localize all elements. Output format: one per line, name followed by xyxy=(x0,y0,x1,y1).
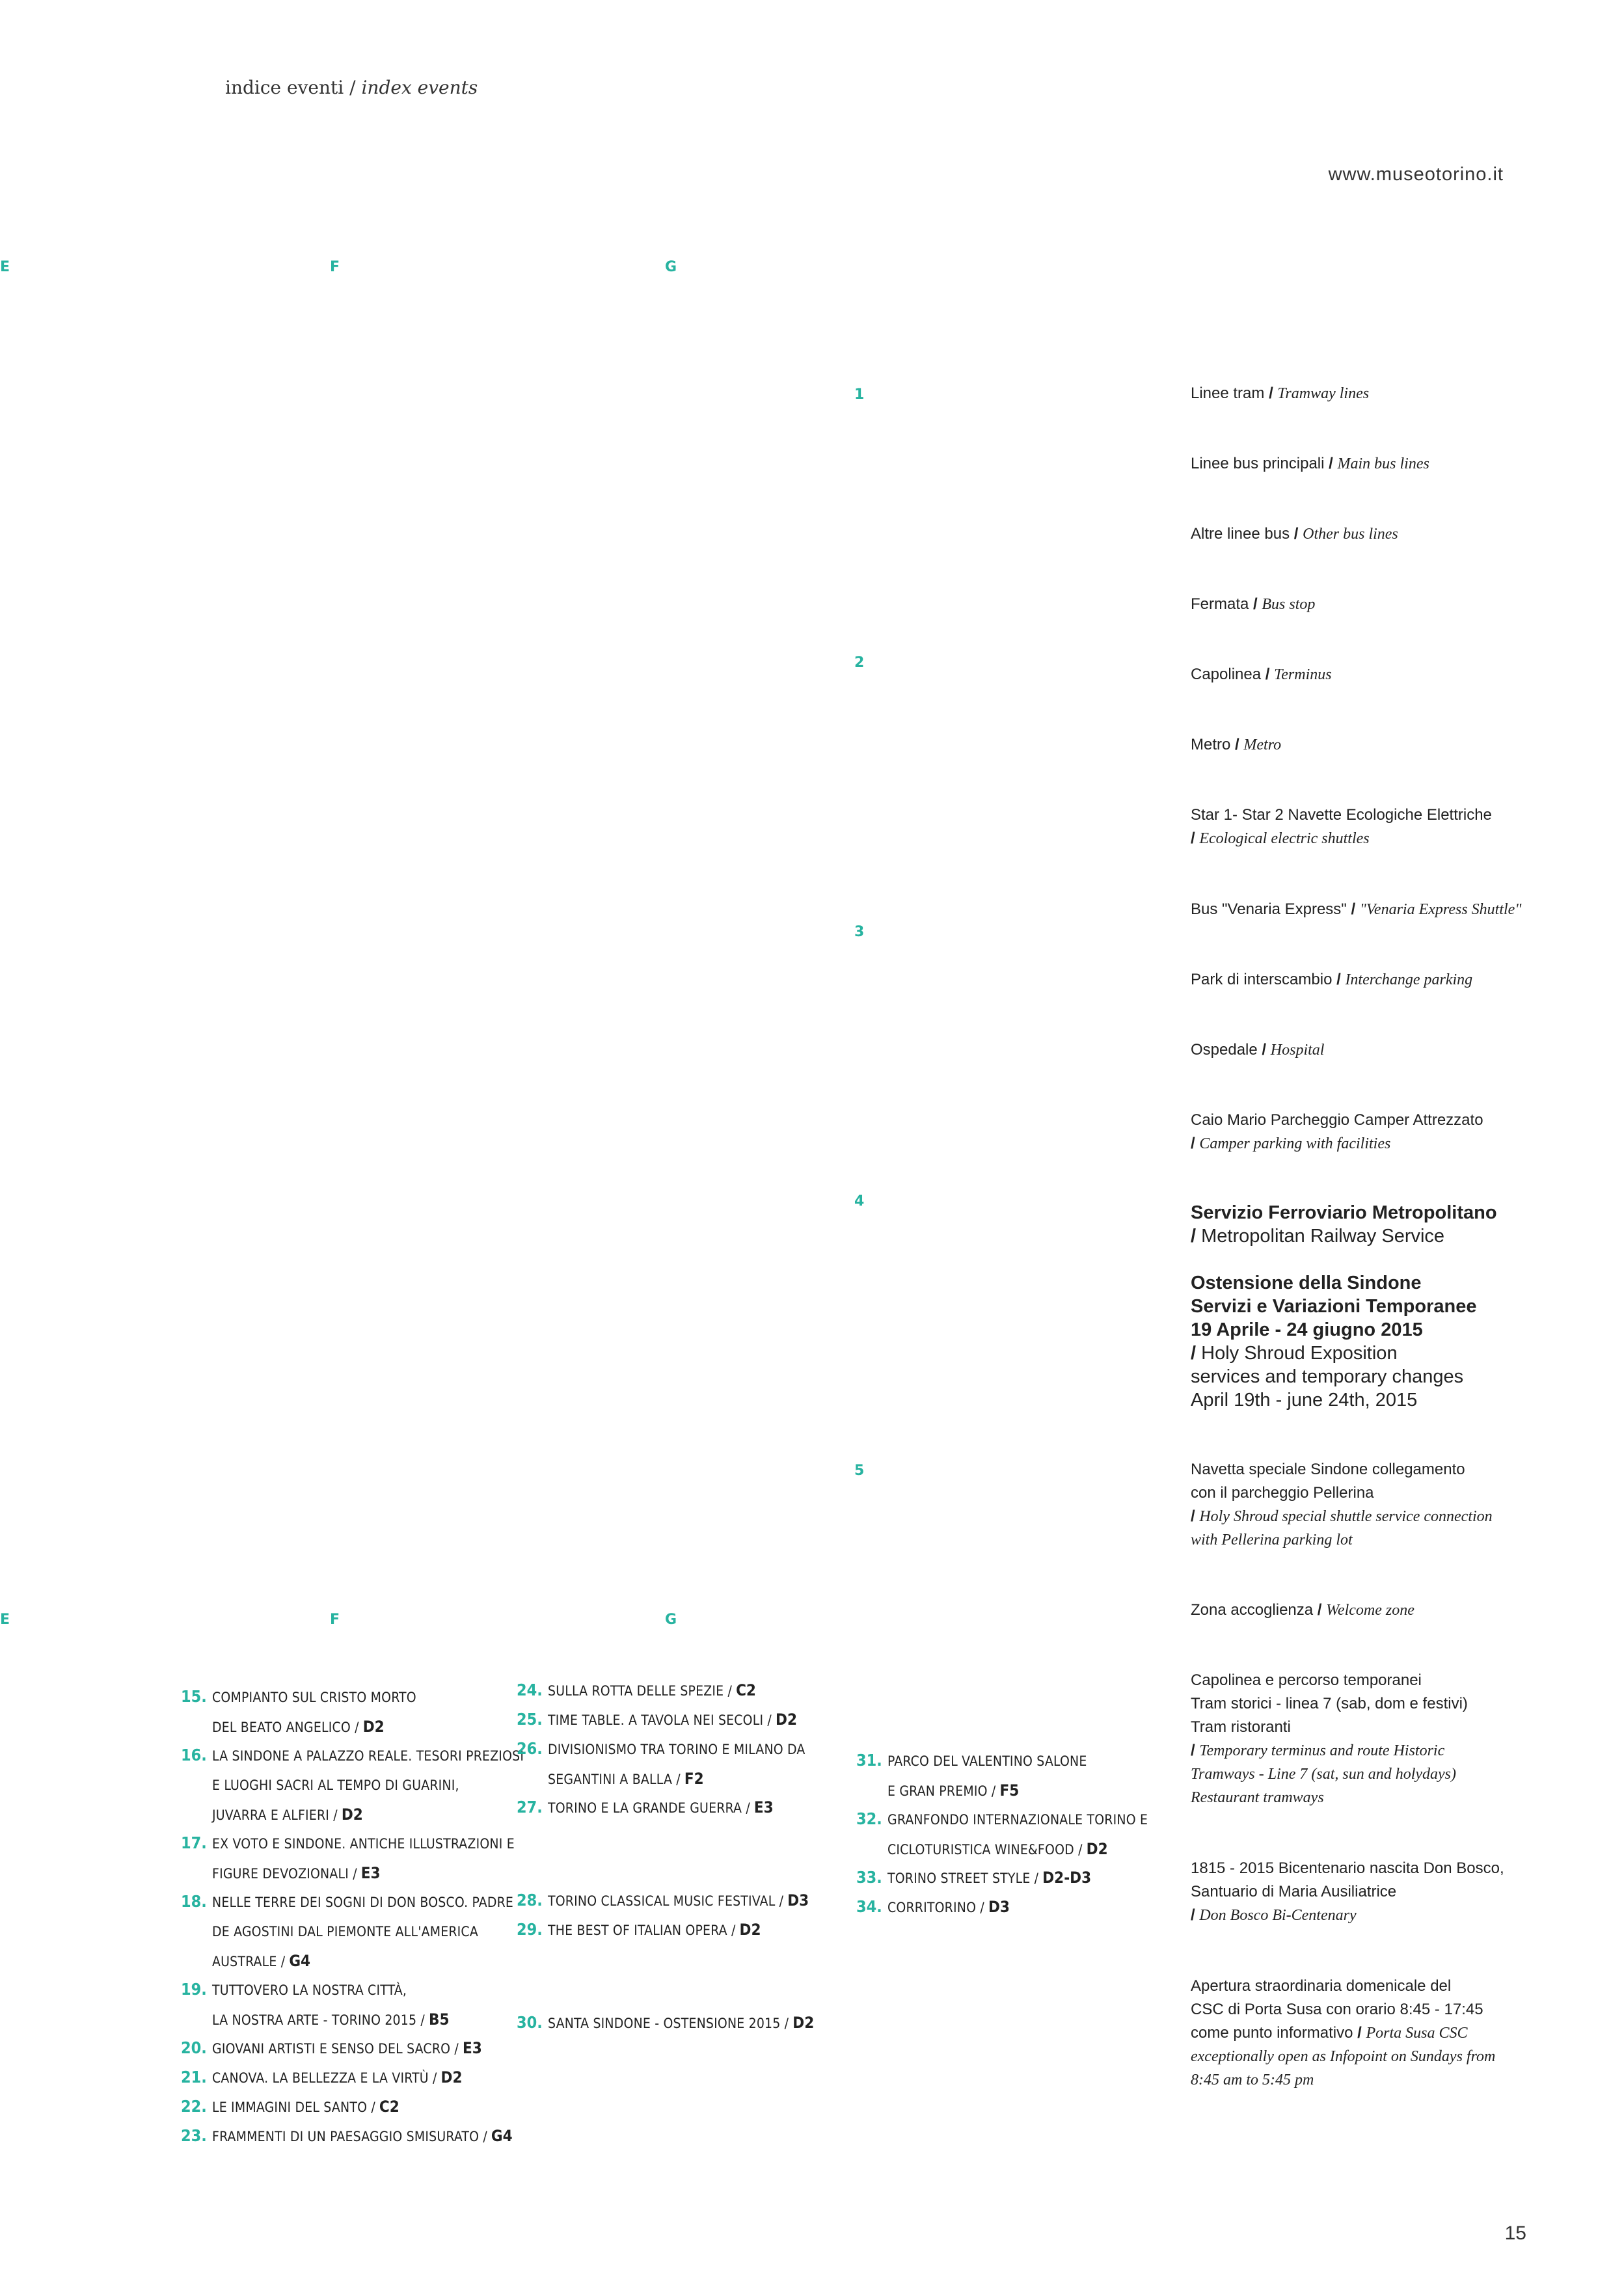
grid-row-4: 4 xyxy=(854,1193,865,1209)
legend-venaria-express: Bus "Venaria Express" / "Venaria Express Shuttle" xyxy=(1191,900,1522,918)
grid-col-g-top: G xyxy=(665,259,677,275)
event-31[interactable]: 31. PARCO DEL VALENTINO SALONE E GRAN PREMIO / F5 xyxy=(856,1751,1087,1800)
event-15[interactable]: 15. COMPIANTO SUL CRISTO MORTO DEL BEATO ANGELICO / D2 xyxy=(181,1687,416,1736)
event-29[interactable]: 29. THE BEST OF ITALIAN OPERA / D2 xyxy=(517,1920,761,1939)
website-link[interactable]: www.museotorino.it xyxy=(1328,164,1504,185)
header-separator: / xyxy=(349,77,356,98)
legend-metro: Metro / Metro xyxy=(1191,736,1282,753)
event-26[interactable]: 26. DIVISIONISMO TRA TORINO E MILANO DA SEGANTINI A BALLA / F2 xyxy=(517,1739,805,1788)
event-27[interactable]: 27. TORINO E LA GRANDE GUERRA / E3 xyxy=(517,1798,774,1817)
event-25[interactable]: 25. TIME TABLE. A TAVOLA NEI SECOLI / D2 xyxy=(517,1710,797,1729)
event-32[interactable]: 32. GRANFONDO INTERNAZIONALE TORINO E CICLOTURISTICA WINE&FOOD / D2 xyxy=(856,1809,1148,1858)
grid-row-2: 2 xyxy=(854,655,865,671)
legend-terminus: Capolinea / Terminus xyxy=(1191,666,1332,683)
event-18[interactable]: 18. NELLE TERRE DEI SOGNI DI DON BOSCO. PADRE DE AGOSTINI DAL PIEMONTE ALL'AMERICA AUSTRALE / G4 xyxy=(181,1892,514,1970)
grid-col-f-bottom: F xyxy=(330,1612,340,1628)
legend-temporary-tram: Capolinea e percorso temporanei Tram storici - linea 7 (sab, dom e festivi) Tram ristoranti / Temporary terminus and route Historic Tramways - Line 7 (sat, sun and holydays) Restaurant tramways xyxy=(1191,1671,1468,1806)
event-16[interactable]: 16. LA SINDONE A PALAZZO REALE. TESORI PREZIOSI E LUOGHI SACRI AL TEMPO DI GUARINI, JUVARRA E ALFIERI / D2 xyxy=(181,1746,524,1824)
grid-col-f-top: F xyxy=(330,259,340,275)
legend-camper-parking: Caio Mario Parcheggio Camper Attrezzato / Camper parking with facilities xyxy=(1191,1111,1483,1152)
grid-row-3: 3 xyxy=(854,924,865,940)
legend-shroud-exposition: Ostensione della Sindone Servizi e Variazioni Temporanee 19 Aprile - 24 giugno 2015 / Holy Shroud Exposition services and temporary changes April 19th - june 24th, 2015 xyxy=(1191,1273,1477,1411)
event-34[interactable]: 34. CORRITORINO / D3 xyxy=(856,1897,1010,1916)
legend-interchange-parking: Park di interscambio / Interchange parking xyxy=(1191,971,1473,988)
legend-main-bus-lines: Linee bus principali / Main bus lines xyxy=(1191,455,1429,472)
event-17[interactable]: 17. EX VOTO E SINDONE. ANTICHE ILLUSTRAZIONI E FIGURE DEVOZIONALI / E3 xyxy=(181,1833,515,1882)
event-21[interactable]: 21. CANOVA. LA BELLEZZA E LA VIRTÙ / D2 xyxy=(181,2068,463,2087)
legend-shroud-shuttle: Navetta speciale Sindone collegamento con il parcheggio Pellerina / Holy Shroud special shuttle service connection with Pellerina parking lot xyxy=(1191,1461,1493,1548)
grid-col-e-top: E xyxy=(0,259,10,275)
event-28[interactable]: 28. TORINO CLASSICAL MUSIC FESTIVAL / D3 xyxy=(517,1891,809,1910)
event-19[interactable]: 19. TUTTOVERO LA NOSTRA CITTÀ, LA NOSTRA ARTE - TORINO 2015 / B5 xyxy=(181,1980,450,2029)
legend-tram-lines: Linee tram / Tramway lines xyxy=(1191,385,1370,402)
running-header xyxy=(225,77,478,98)
legend-don-bosco: 1815 - 2015 Bicentenario nascita Don Bosco, Santuario di Maria Ausiliatrice / Don Bosco Bi-Centenary xyxy=(1191,1859,1504,1924)
event-30[interactable]: 30. SANTA SINDONE - OSTENSIONE 2015 / D2 xyxy=(517,2013,815,2032)
grid-row-5: 5 xyxy=(854,1463,865,1479)
legend-other-bus-lines: Altre linee bus / Other bus lines xyxy=(1191,525,1398,543)
event-23[interactable]: 23. FRAMMENTI DI UN PAESAGGIO SMISURATO / G4 xyxy=(181,2126,513,2145)
header-label-it: indice eventi xyxy=(225,77,344,98)
header-label-en: index events xyxy=(361,77,478,98)
legend-bus-stop: Fermata / Bus stop xyxy=(1191,595,1316,613)
page-number: 15 xyxy=(1504,2222,1526,2244)
event-24[interactable]: 24. SULLA ROTTA DELLE SPEZIE / C2 xyxy=(517,1681,756,1699)
event-20[interactable]: 20. GIOVANI ARTISTI E SENSO DEL SACRO / E3 xyxy=(181,2038,482,2057)
event-22[interactable]: 22. LE IMMAGINI DEL SANTO / C2 xyxy=(181,2097,399,2116)
event-33[interactable]: 33. TORINO STREET STYLE / D2-D3 xyxy=(856,1868,1092,1887)
legend-electric-shuttles: Star 1- Star 2 Navette Ecologiche Elettriche / Ecological electric shuttles xyxy=(1191,806,1492,847)
legend-csc-porta-susa: Apertura straordinaria domenicale del CSC di Porta Susa con orario 8:45 - 17:45 come punto informativo / Porta Susa CSC exceptionally open as Infopoint on Sundays from 8:45 am to 5:45 pm xyxy=(1191,1977,1496,2088)
grid-col-e-bottom: E xyxy=(0,1612,10,1628)
grid-col-g-bottom: G xyxy=(665,1612,677,1628)
grid-row-1: 1 xyxy=(854,386,865,403)
legend-railway-service: Servizio Ferroviario Metropolitano / Metropolitan Railway Service xyxy=(1191,1202,1497,1247)
legend-welcome-zone: Zona accoglienza / Welcome zone xyxy=(1191,1601,1414,1619)
legend-hospital: Ospedale / Hospital xyxy=(1191,1041,1325,1059)
